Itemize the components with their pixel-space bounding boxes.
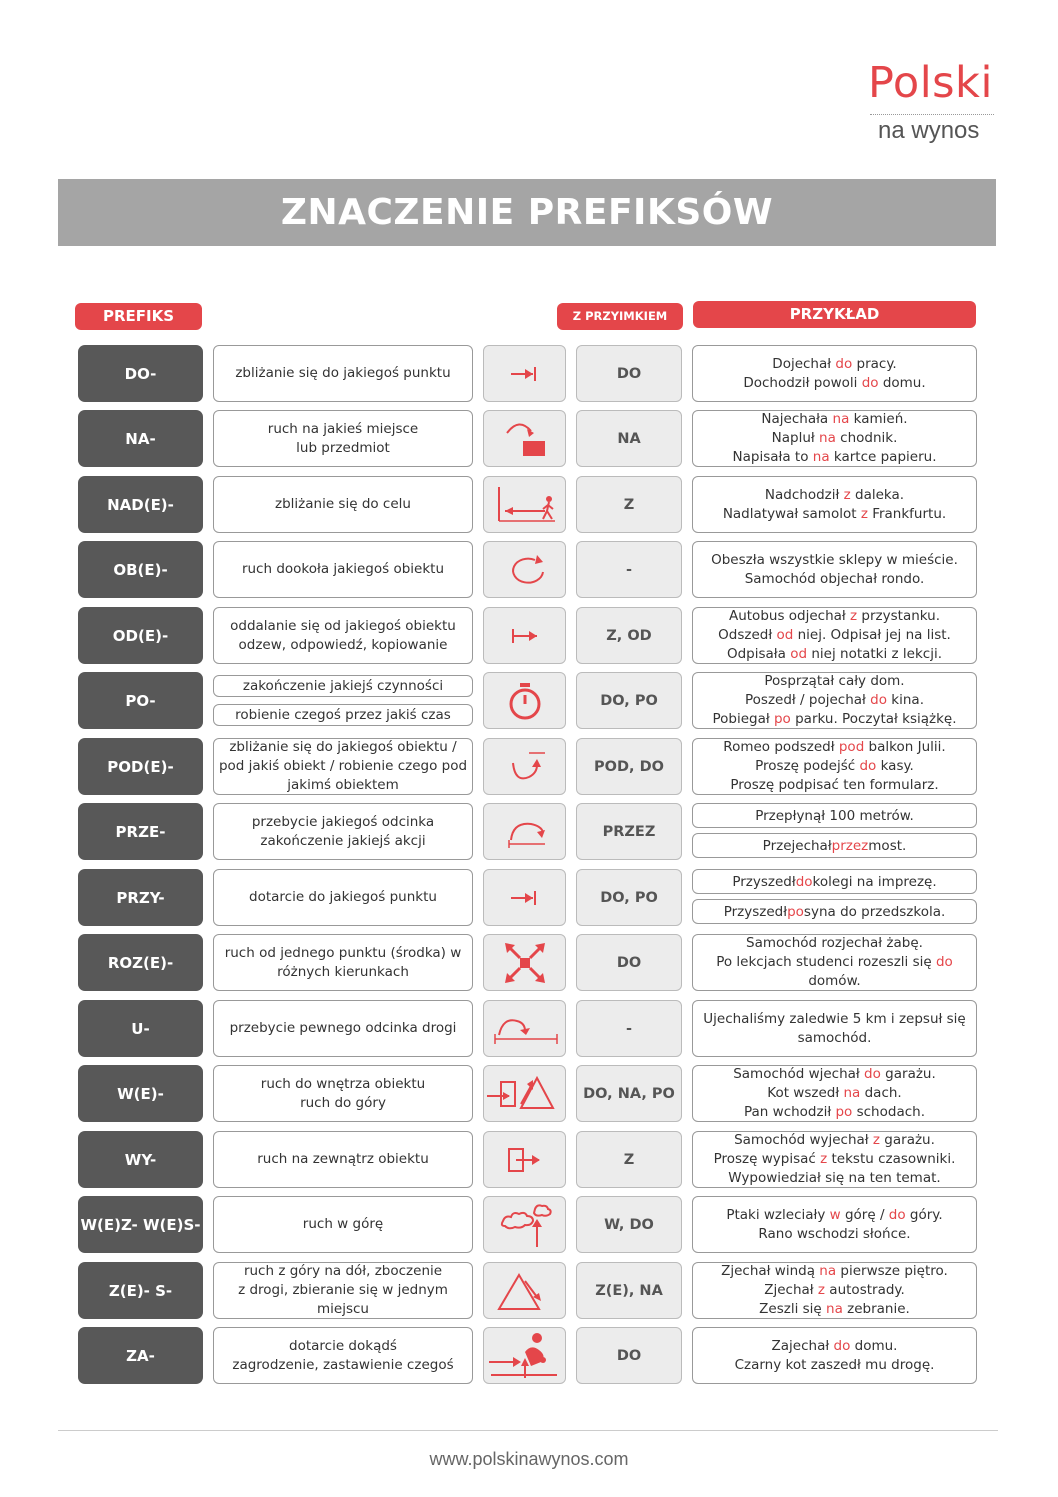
prefix-label: WY- xyxy=(78,1131,203,1188)
example-text: zebranie. xyxy=(842,1301,910,1317)
preposition-cell: DO, PO xyxy=(576,672,682,729)
example-line xyxy=(758,1225,910,1244)
table-row xyxy=(0,672,1058,729)
highlighted-preposition: od xyxy=(790,646,808,662)
table-row xyxy=(0,607,1058,664)
preposition-cell: POD, DO xyxy=(576,738,682,795)
example-text: kamień. xyxy=(849,411,908,427)
example-text: Zajechał xyxy=(771,1337,834,1354)
example-cell xyxy=(692,1000,977,1057)
preposition-cell: Z xyxy=(576,1131,682,1188)
highlighted-preposition: do xyxy=(859,758,877,774)
example-line xyxy=(746,934,923,953)
highlighted-preposition: na xyxy=(812,449,830,465)
example-line xyxy=(712,710,956,729)
highlighted-preposition: na xyxy=(819,430,836,446)
meaning-text: robienie czegoś przez jakiś czas xyxy=(213,704,473,726)
prefix-label: Z(E)- S- xyxy=(78,1262,203,1319)
example-line xyxy=(718,626,951,645)
example-cell xyxy=(692,345,977,402)
highlighted-preposition: pod xyxy=(838,739,865,755)
example-text: autostrady. xyxy=(825,1282,905,1298)
example-text: domów. xyxy=(808,973,861,989)
example-text: Czarny kot zaszedł mu drogę. xyxy=(734,1356,935,1373)
meaning-cell xyxy=(213,607,473,664)
prefix-label: POD(E)- xyxy=(78,738,203,795)
table-row xyxy=(0,1262,1058,1319)
highlighted-preposition: do xyxy=(864,1066,881,1082)
example-line xyxy=(798,1029,872,1048)
example-text: most. xyxy=(868,837,907,854)
header-prefix: PREFIKS xyxy=(75,303,202,330)
meaning-cell xyxy=(213,934,473,991)
example-text: domu. xyxy=(878,374,926,391)
meaning-line: ruch w górę xyxy=(302,1216,384,1232)
example-text: Samochód rozjechał żabę. xyxy=(746,935,923,951)
example-cell xyxy=(692,1065,977,1122)
meaning-line: ruch do wnętrza obiektu xyxy=(260,1075,426,1092)
blocked-path-icon xyxy=(483,1327,566,1384)
preposition-cell: - xyxy=(576,1000,682,1057)
prefix-label: DO- xyxy=(78,345,203,402)
prefix-label: PRZE- xyxy=(78,803,203,860)
highlighted-preposition: z xyxy=(820,1151,828,1167)
prefix-label: U- xyxy=(78,1000,203,1057)
example-line xyxy=(721,1262,948,1281)
meaning-line: z drogi, zbieranie się w jednym xyxy=(238,1282,448,1298)
prefix-label: OD(E)- xyxy=(78,607,203,664)
meaning-line: ruch dookoła jakiegoś obiektu xyxy=(241,561,445,577)
exit-box-icon xyxy=(483,1131,566,1188)
highlighted-preposition: z xyxy=(860,505,868,522)
example-line xyxy=(716,953,953,972)
example-cell xyxy=(692,1196,977,1253)
meaning-cell xyxy=(213,869,473,926)
example-text: niej notatki z lekcji. xyxy=(807,646,943,662)
example-cell xyxy=(692,899,977,924)
example-text: górę / xyxy=(840,1206,889,1223)
preposition-cell: DO, PO xyxy=(576,869,682,926)
table-row xyxy=(0,1327,1058,1384)
page-title: ZNACZENIE PREFIKSÓW xyxy=(58,179,996,246)
example-text: Dojechał xyxy=(772,355,836,372)
example-text: garażu. xyxy=(880,1132,935,1148)
example-line xyxy=(761,410,907,429)
example-line xyxy=(728,1169,940,1188)
example-text: Poszedł / pojechał xyxy=(745,692,871,708)
example-cell xyxy=(692,738,977,795)
example-line xyxy=(767,1084,901,1103)
example-text: samochód. xyxy=(797,1029,872,1046)
example-line xyxy=(765,486,904,505)
example-text: Frankfurtu. xyxy=(867,505,947,522)
highlighted-preposition: na xyxy=(819,1263,837,1279)
example-text: Przyszedł xyxy=(732,873,796,890)
example-text: pracy. xyxy=(852,355,897,372)
logo-divider xyxy=(870,114,994,115)
circle-around-icon xyxy=(483,541,566,598)
example-text: góry. xyxy=(905,1206,943,1223)
example-text: Kot wszedł xyxy=(767,1085,844,1101)
table-row xyxy=(0,803,1058,860)
meaning-line: ruch od jednego punktu (środka) w xyxy=(224,944,462,961)
header-preposition: Z PRZYIMKIEM xyxy=(557,303,683,330)
arrow-to-line-icon xyxy=(483,345,566,402)
example-text: pierwsze piętro. xyxy=(836,1263,948,1279)
example-line xyxy=(734,1131,935,1150)
prefix-label: NA- xyxy=(78,410,203,467)
highlighted-preposition: do xyxy=(795,873,813,890)
example-text: Nadlatywał samolot xyxy=(722,505,861,522)
meaning-cell xyxy=(213,345,473,402)
example-text: garażu. xyxy=(880,1066,936,1082)
descend-mountain-icon xyxy=(483,1262,566,1319)
meaning-line: zakończenie jakiejś akcji xyxy=(260,832,426,849)
example-text: tekstu czasowniki. xyxy=(827,1151,956,1167)
prefix-label: ZA- xyxy=(78,1327,203,1384)
preposition-cell: DO xyxy=(576,345,682,402)
table-row xyxy=(0,738,1058,795)
meaning-cell xyxy=(213,1131,473,1188)
example-text: Romeo podszedł xyxy=(723,739,839,755)
example-line xyxy=(745,570,925,589)
logo-word: Polski xyxy=(868,58,993,108)
stopwatch-icon xyxy=(483,672,566,729)
meaning-line: ruch na zewnątrz obiektu xyxy=(257,1151,429,1167)
logo xyxy=(868,58,998,145)
table-row xyxy=(0,1000,1058,1057)
example-line xyxy=(772,429,898,448)
example-cell xyxy=(692,1327,977,1384)
example-text: Samochód wjechał xyxy=(733,1066,865,1082)
preposition-cell: - xyxy=(576,541,682,598)
example-line xyxy=(744,1103,925,1122)
example-text: Proszę podejść xyxy=(755,758,860,774)
table-row xyxy=(0,869,1058,926)
example-text: Napisała to xyxy=(732,449,813,465)
example-text: przystanku. xyxy=(857,608,941,624)
example-line xyxy=(764,1281,905,1300)
preposition-cell: Z, OD xyxy=(576,607,682,664)
table-row xyxy=(0,476,1058,533)
meaning-line: jakimś obiektem xyxy=(287,777,399,793)
meaning-line: różnych kierunkach xyxy=(277,963,409,980)
highlighted-preposition: na xyxy=(826,1301,843,1317)
meaning-line: zagrodzenie, zastawienie czegoś xyxy=(232,1356,454,1373)
meaning-cell xyxy=(213,1065,473,1122)
table-row xyxy=(0,1131,1058,1188)
meaning-line: dotarcie do jakiegoś punktu xyxy=(249,889,437,905)
meaning-line: odzew, odpowiedź, kopiowanie xyxy=(238,636,448,653)
highlighted-preposition: od xyxy=(776,627,794,643)
meaning-line: pod jakiś obiekt / robienie czego pod xyxy=(218,758,468,774)
header-example: PRZYKŁAD xyxy=(693,301,976,328)
example-text: kasy. xyxy=(876,758,914,774)
footer-divider xyxy=(58,1430,998,1431)
example-text: Proszę podpisać ten formularz. xyxy=(730,777,939,793)
example-line xyxy=(729,607,940,626)
meaning-line: ruch na jakieś miejsce xyxy=(267,420,419,437)
arc-segment-icon xyxy=(483,1000,566,1057)
meaning-cell xyxy=(213,476,473,533)
meaning-text: zakończenie jakiejś czynności xyxy=(213,675,473,697)
highlighted-preposition: do xyxy=(833,1337,851,1354)
example-text: chodnik. xyxy=(835,430,898,446)
example-cell xyxy=(692,410,977,467)
example-text: kina. xyxy=(887,692,924,708)
example-cell xyxy=(692,541,977,598)
example-text: Obeszła wszystkie sklepy w mieście. xyxy=(711,551,958,568)
footer-url[interactable]: www.polskinawynos.com xyxy=(429,1449,629,1469)
highlighted-preposition: na xyxy=(843,1085,861,1101)
example-text: balkon Julii. xyxy=(864,739,946,755)
example-text: Rano wschodzi słońce. xyxy=(758,1225,911,1242)
meaning-line: przebycie pewnego odcinka drogi xyxy=(229,1020,457,1036)
meaning-cell xyxy=(213,410,473,467)
arc-under-icon xyxy=(483,738,566,795)
example-text: kartce papieru. xyxy=(829,449,937,465)
meaning-cell xyxy=(213,1000,473,1057)
scatter-arrows-icon xyxy=(483,934,566,991)
example-line xyxy=(711,551,958,570)
example-line xyxy=(743,374,925,393)
example-line xyxy=(759,1300,910,1319)
arrow-from-line-icon xyxy=(483,607,566,664)
example-text: Ptaki wzleciały xyxy=(726,1206,830,1223)
table-row xyxy=(0,1196,1058,1253)
example-text: Zjechał xyxy=(764,1282,818,1298)
example-line xyxy=(730,776,938,795)
highlighted-preposition: do xyxy=(835,355,853,372)
arrow-arrive-icon xyxy=(483,869,566,926)
example-text: Przyszedł xyxy=(723,903,788,920)
table-row xyxy=(0,934,1058,991)
example-line xyxy=(745,691,924,710)
meaning-line: lub przedmiot xyxy=(296,439,390,456)
example-cell xyxy=(692,476,977,533)
example-text: Zeszli się xyxy=(759,1301,827,1317)
example-line xyxy=(755,757,914,776)
example-text: domu. xyxy=(850,1337,898,1354)
preposition-cell: DO xyxy=(576,1327,682,1384)
example-cell xyxy=(692,1131,977,1188)
example-text: dach. xyxy=(860,1085,902,1101)
example-line xyxy=(727,645,942,664)
walking-to-goal-icon xyxy=(483,476,566,533)
preposition-cell: NA xyxy=(576,410,682,467)
highlighted-preposition: do xyxy=(861,374,879,391)
example-cell xyxy=(692,803,977,828)
prefix-label: OB(E)- xyxy=(78,541,203,598)
example-line xyxy=(808,972,860,991)
prefix-label: PRZY- xyxy=(78,869,203,926)
meaning-cell xyxy=(213,1196,473,1253)
preposition-cell: Z xyxy=(576,476,682,533)
example-text: daleka. xyxy=(850,486,905,503)
highlighted-preposition: z xyxy=(872,1132,881,1148)
table-row xyxy=(0,345,1058,402)
example-text: Proszę wypisać xyxy=(713,1151,821,1167)
meaning-line: przebycie jakiegoś odcinka xyxy=(251,813,435,830)
highlighted-preposition: po xyxy=(787,903,804,920)
highlighted-preposition: z xyxy=(843,486,851,503)
table-row xyxy=(0,1065,1058,1122)
example-text: schodach. xyxy=(852,1104,925,1120)
meaning-line: zbliżanie się do celu xyxy=(275,496,411,512)
example-cell xyxy=(692,672,977,729)
highlighted-preposition: do xyxy=(870,692,887,708)
meaning-cell xyxy=(213,1327,473,1384)
example-text: Zjechał windą xyxy=(721,1263,820,1279)
highlighted-preposition: przez xyxy=(831,837,869,854)
example-text: Ujechaliśmy zaledwie 5 km i zepsuł się xyxy=(703,1010,966,1027)
example-cell xyxy=(692,934,977,991)
example-text: Samochód wyjechał xyxy=(734,1132,873,1148)
arc-onto-box-icon xyxy=(483,410,566,467)
example-text: Odszedł xyxy=(718,627,777,643)
example-text: Przejechał xyxy=(762,837,832,854)
prefix-label: W(E)- xyxy=(78,1065,203,1122)
highlighted-preposition: z xyxy=(850,608,858,624)
meaning-cell xyxy=(213,803,473,860)
example-line xyxy=(733,448,937,467)
example-text: kolegi na imprezę. xyxy=(812,873,937,890)
preposition-cell: Z(E), NA xyxy=(576,1262,682,1319)
preposition-cell: PRZEZ xyxy=(576,803,682,860)
arc-across-icon xyxy=(483,803,566,860)
example-line xyxy=(703,1010,965,1029)
example-line xyxy=(764,672,904,691)
highlighted-preposition: na xyxy=(832,411,850,427)
logo-subtitle: na wynos xyxy=(878,117,980,144)
example-text: Przepłynął 100 metrów. xyxy=(755,807,914,824)
prefix-label: ROZ(E)- xyxy=(78,934,203,991)
example-line xyxy=(723,505,946,524)
highlighted-preposition: do xyxy=(888,1206,906,1223)
example-line xyxy=(772,1337,898,1356)
example-text: Dochodził powoli xyxy=(743,374,862,391)
example-text: Odpisała xyxy=(726,646,791,662)
example-text: Autobus odjechał xyxy=(728,608,851,624)
meaning-cell xyxy=(213,1262,473,1319)
example-text: Po lekcjach studenci rozeszli się xyxy=(716,954,936,970)
meaning-line: zbliżanie się do jakiegoś obiektu / xyxy=(229,739,457,755)
example-line xyxy=(772,355,896,374)
preposition-cell: DO xyxy=(576,934,682,991)
meaning-line: zbliżanie się do jakiegoś punktu xyxy=(235,365,451,381)
example-cell xyxy=(692,607,977,664)
highlighted-preposition: z xyxy=(817,1282,826,1298)
meaning-cell xyxy=(213,738,473,795)
prefix-label: PO- xyxy=(78,672,203,729)
example-line xyxy=(723,738,945,757)
preposition-cell: DO, NA, PO xyxy=(576,1065,682,1122)
preposition-cell: W, DO xyxy=(576,1196,682,1253)
example-line xyxy=(714,1150,956,1169)
highlighted-preposition: po xyxy=(835,1104,853,1120)
highlighted-preposition: po xyxy=(773,711,791,727)
meaning-line: ruch z góry na dół, zboczenie xyxy=(243,1263,443,1279)
example-text: Pobiegał xyxy=(712,711,774,727)
table-row xyxy=(0,541,1058,598)
example-line xyxy=(726,1206,942,1225)
example-text: parku. Poczytał książkę. xyxy=(790,711,957,727)
prefix-label: NAD(E)- xyxy=(78,476,203,533)
table-row xyxy=(0,410,1058,467)
highlighted-preposition: w xyxy=(829,1206,841,1223)
example-line xyxy=(735,1356,935,1375)
example-text: Napluł xyxy=(771,430,820,446)
example-cell xyxy=(692,833,977,858)
example-cell xyxy=(692,869,977,894)
example-text: Samochód objechał rondo. xyxy=(744,570,925,587)
meaning-line: miejscu xyxy=(317,1301,369,1317)
highlighted-preposition: do xyxy=(935,954,953,970)
example-text: niej. Odpisał jej na list. xyxy=(793,627,951,643)
meaning-line: dotarcie dokądś xyxy=(289,1337,397,1354)
prefix-label: W(E)Z- W(E)S- xyxy=(78,1196,203,1253)
example-text: Wypowiedział się na ten temat. xyxy=(728,1170,941,1186)
meaning-line: ruch do góry xyxy=(300,1094,386,1111)
example-text: Najechała xyxy=(761,411,833,427)
meaning-cell xyxy=(213,541,473,598)
example-cell xyxy=(692,1262,977,1319)
meaning-line: oddalanie się od jakiegoś obiektu xyxy=(230,617,456,634)
example-text: Nadchodził xyxy=(764,486,844,503)
rise-to-clouds-icon xyxy=(483,1196,566,1253)
example-line xyxy=(733,1065,936,1084)
example-text: Pan wchodził xyxy=(744,1104,836,1120)
example-text: Posprzątał cały dom. xyxy=(764,673,905,689)
enter-and-climb-icon xyxy=(483,1065,566,1122)
example-text: syna do przedszkola. xyxy=(803,903,946,920)
